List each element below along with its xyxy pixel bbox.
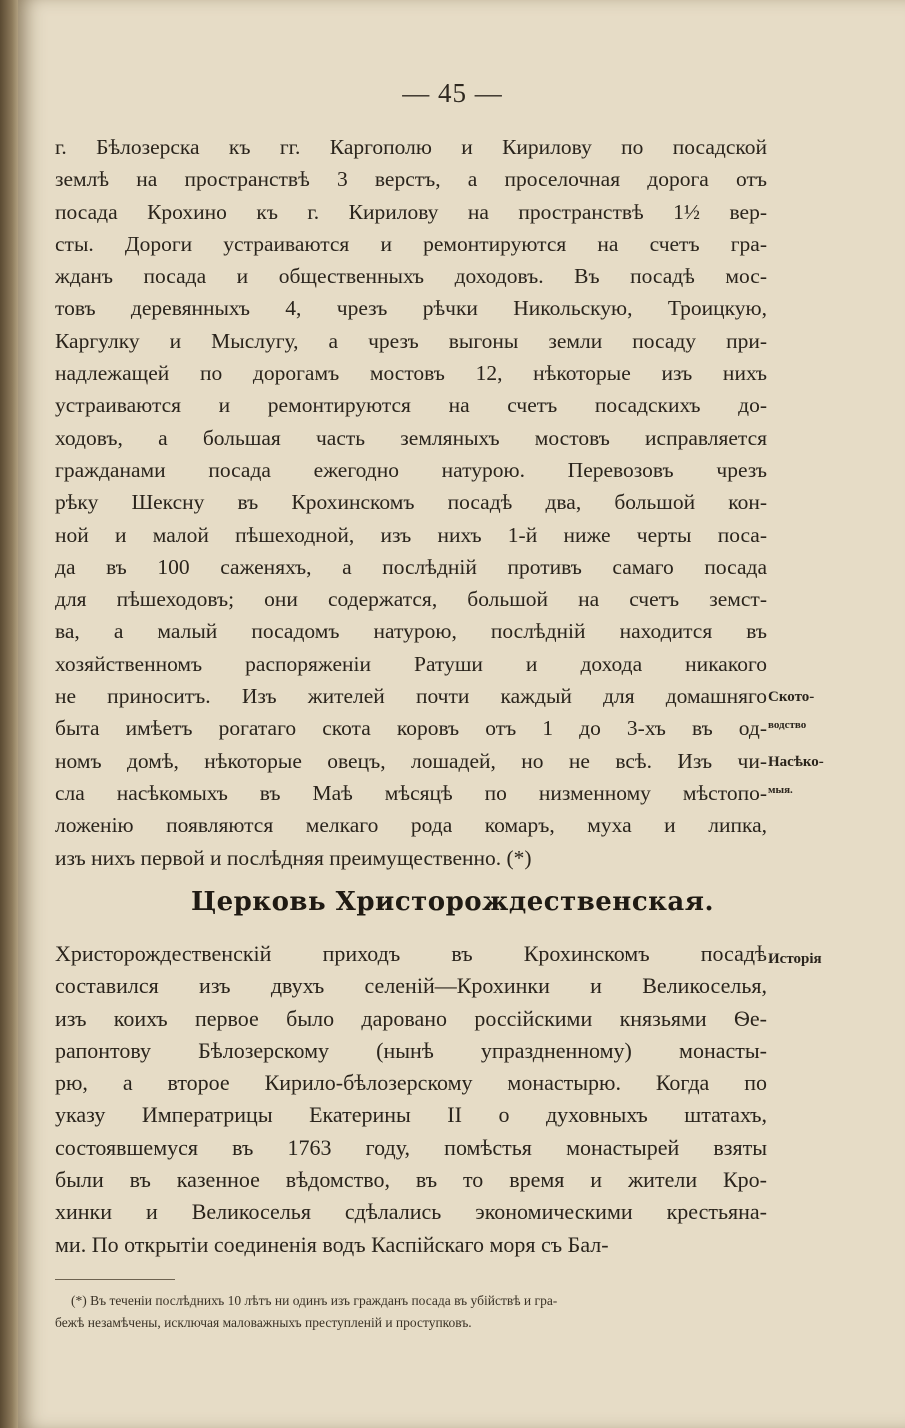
text-line: г. Бѣлозерска къ гг. Каргополю и Кирилову по посадской: [55, 135, 767, 159]
margin-note-history: Исторія: [768, 951, 822, 967]
text-line: Каргулку и Мыслугу, а чрезъ выгоны земли посаду при-: [55, 328, 767, 353]
margin-note-livestock-2: водство: [768, 719, 807, 731]
text-line: (*) Въ теченіи послѣднихъ 10 лѣтъ ни одинъ изъ гражданъ посада въ убійствѣ и гра-: [71, 1293, 558, 1308]
text-line: изъ нихъ первой и послѣдняя преимущественно. (*): [55, 845, 532, 870]
margin-note-livestock-1: Ското-: [768, 689, 815, 705]
text-line: составился изъ двухъ селеній—Крохинки и Великоселья,: [55, 973, 767, 999]
text-line: ходовъ, а большая часть земляныхъ мостовъ исправляется: [55, 425, 767, 450]
text-line: для пѣшеходовъ; они содержатся, большой на счетъ земст-: [55, 587, 767, 612]
text-line: бежѣ незамѣчены, исключая маловажныхъ преступленій и проступковъ.: [55, 1315, 472, 1330]
text-line: Христорождественскій приходъ въ Крохинскомъ посадѣ: [55, 941, 767, 966]
text-line: устраиваются и ремонтируются на счетъ посадскихъ до-: [55, 393, 767, 418]
text-line: рапонтову Бѣлозерскому (нынѣ упраздненному) монасты-: [55, 1037, 767, 1063]
paragraph-roads-bridges: [55, 131, 767, 874]
text-line: номъ домѣ, нѣкоторые овецъ, лошадей, но не всѣ. Изъ чи-: [55, 748, 767, 773]
text-line: гражданами посада ежегодно натурою. Перевозовъ чрезъ: [55, 457, 767, 482]
text-line: не приноситъ. Изъ жителей почти каждый для домашняго: [55, 684, 767, 709]
text-line: ми. По открытіи соединенія водъ Каспійскаго моря съ Бал-: [55, 1231, 609, 1257]
text-line: состоявшемуся въ 1763 году, помѣстья монастырей взяты: [55, 1134, 767, 1160]
margin-note-insects-1: Насѣко-: [768, 754, 824, 770]
text-line: посада Крохино къ г. Кирилову на пространствѣ 1½ вер-: [55, 199, 767, 224]
text-line: были въ казенное вѣдомство, въ то время и жители Кро-: [55, 1167, 767, 1193]
section-heading: Церковь Христорождественская.: [190, 887, 715, 917]
text-line: землѣ на пространствѣ 3 верстъ, а проселочная дорога отъ: [55, 167, 767, 192]
margin-note-insects-2: мыя.: [768, 784, 793, 796]
text-line: товъ деревянныхъ 4, чрезъ рѣчки Никольскую, Троицкую,: [55, 296, 767, 321]
footnote-rule: [55, 1279, 175, 1280]
text-line: хозяйственномъ распоряженіи Ратуши и дохода никакого: [55, 651, 767, 676]
text-line: ложенію появляются мелкаго рода комаръ, муха и липка,: [55, 813, 767, 838]
text-line: сла насѣкомыхъ въ Маѣ мѣсяцѣ по низменному мѣстопо-: [55, 780, 767, 805]
text-line: ва, а малый посадомъ натурою, послѣдній находится въ: [55, 619, 767, 644]
text-line: быта имѣетъ рогатаго скота коровъ отъ 1 до 3-хъ въ од-: [55, 716, 767, 741]
text-line: указу Императрицы Екатерины II о духовныхъ штатахъ,: [55, 1102, 767, 1128]
text-line: надлежащей по дорогамъ мостовъ 12, нѣкоторые изъ нихъ: [55, 361, 767, 386]
page-number: — 45 —: [402, 78, 503, 108]
text-line: рю, а второе Кирило-бѣлозерскому монастырю. Когда по: [55, 1070, 767, 1096]
text-line: да въ 100 саженяхъ, а послѣдній противъ самаго посада: [55, 554, 767, 579]
paragraph-church-history: [55, 938, 767, 1261]
text-line: хинки и Великоселья сдѣлались экономическими крестьяна-: [55, 1199, 767, 1225]
text-line: рѣку Шексну въ Крохинскомъ посадѣ два, большой кон-: [55, 490, 767, 515]
text-line: изъ коихъ первое было даровано россійскими князьями Ѳе-: [55, 1005, 767, 1031]
text-line: жданъ посада и общественныхъ доходовъ. Въ посадѣ мос-: [55, 264, 767, 289]
text-line: ной и малой пѣшеходной, изъ нихъ 1-й ниже черты поса-: [55, 522, 767, 547]
footnote: [55, 1290, 767, 1334]
text-line: сты. Дороги устраиваются и ремонтируются на счетъ гра-: [55, 231, 767, 256]
